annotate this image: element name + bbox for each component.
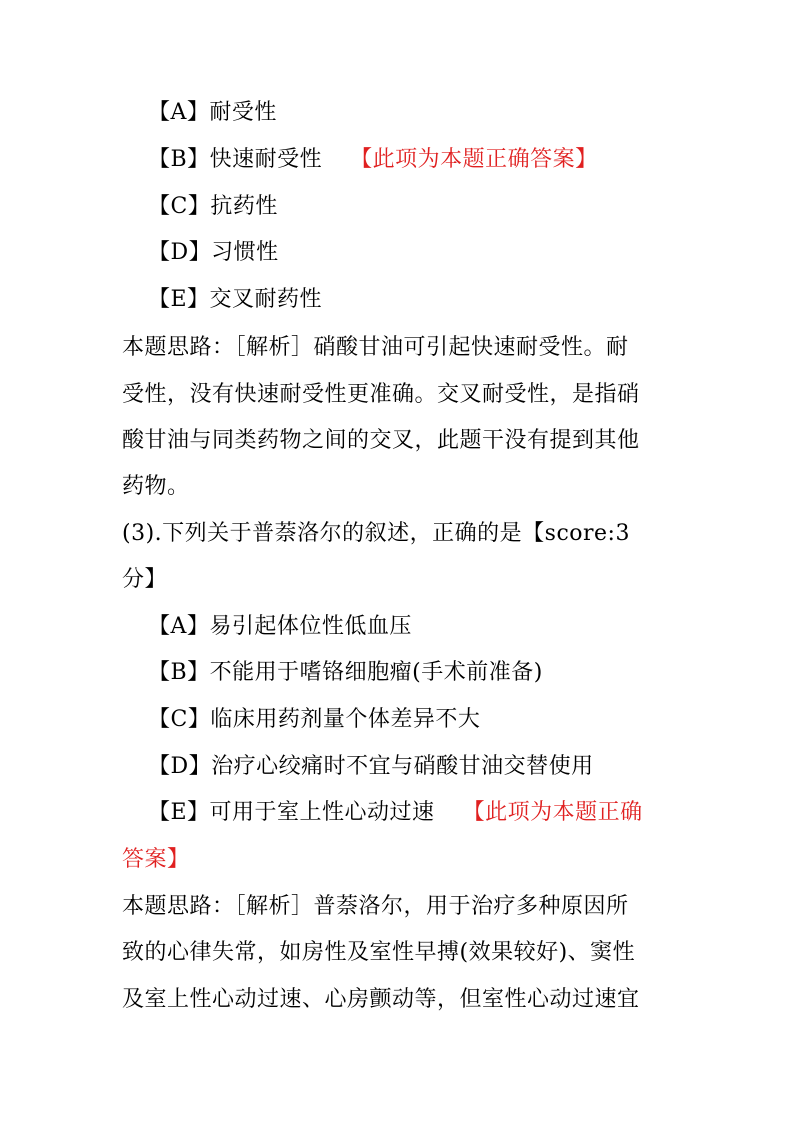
q3-analysis-line-2: 致的心律失常，如房性及室性早搏(效果较好)、窦性 [122, 940, 636, 965]
q2-option-e: 【E】交叉耐药性 [148, 287, 323, 312]
q2-analysis-line-2: 受性，没有快速耐受性更准确。交叉耐受性，是指硝 [122, 382, 640, 407]
q3-stem-line-1: (3).下列关于普萘洛尔的叙述，正确的是【score:3 [122, 521, 630, 546]
q2-analysis-line-1: 本题思路：［解析］硝酸甘油可引起快速耐受性。耐 [122, 335, 629, 360]
q3-option-a: 【A】易引起体位性低血压 [148, 614, 412, 639]
q3-option-c: 【C】临床用药剂量个体差异不大 [148, 707, 481, 732]
q2-option-d: 【D】习惯性 [148, 240, 279, 265]
q2-analysis-line-4: 药物。 [122, 474, 190, 499]
q2-analysis-line-3: 酸甘油与同类药物之间的交叉，此题干没有提到其他 [122, 428, 640, 453]
q2-correct-answer-marker: 【此项为本题正确答案】 [350, 147, 598, 172]
q3-stem-line-2: 分】 [122, 567, 168, 592]
q3-option-d: 【D】治疗心绞痛时不宜与硝酸甘油交替使用 [148, 754, 594, 779]
q3-analysis-line-3: 及室上性心动过速、心房颤动等，但室性心动过速宜 [122, 987, 640, 1012]
q2-option-b-text: 【B】快速耐受性 [148, 147, 323, 172]
q2-option-b [148, 145, 598, 175]
q3-analysis-line-1: 本题思路：［解析］普萘洛尔，用于治疗多种原因所 [122, 894, 629, 919]
q2-option-a: 【A】耐受性 [148, 100, 277, 125]
q3-correct-answer-marker-cont: 答案】 [122, 847, 190, 872]
q3-option-e [148, 798, 643, 828]
q3-option-b: 【B】不能用于嗜铬细胞瘤(手术前准备) [148, 660, 543, 685]
q2-option-c: 【C】抗药性 [148, 194, 278, 219]
q3-option-e-text: 【E】可用于室上性心动过速 [148, 800, 435, 825]
q3-correct-answer-marker: 【此项为本题正确 [462, 800, 643, 825]
